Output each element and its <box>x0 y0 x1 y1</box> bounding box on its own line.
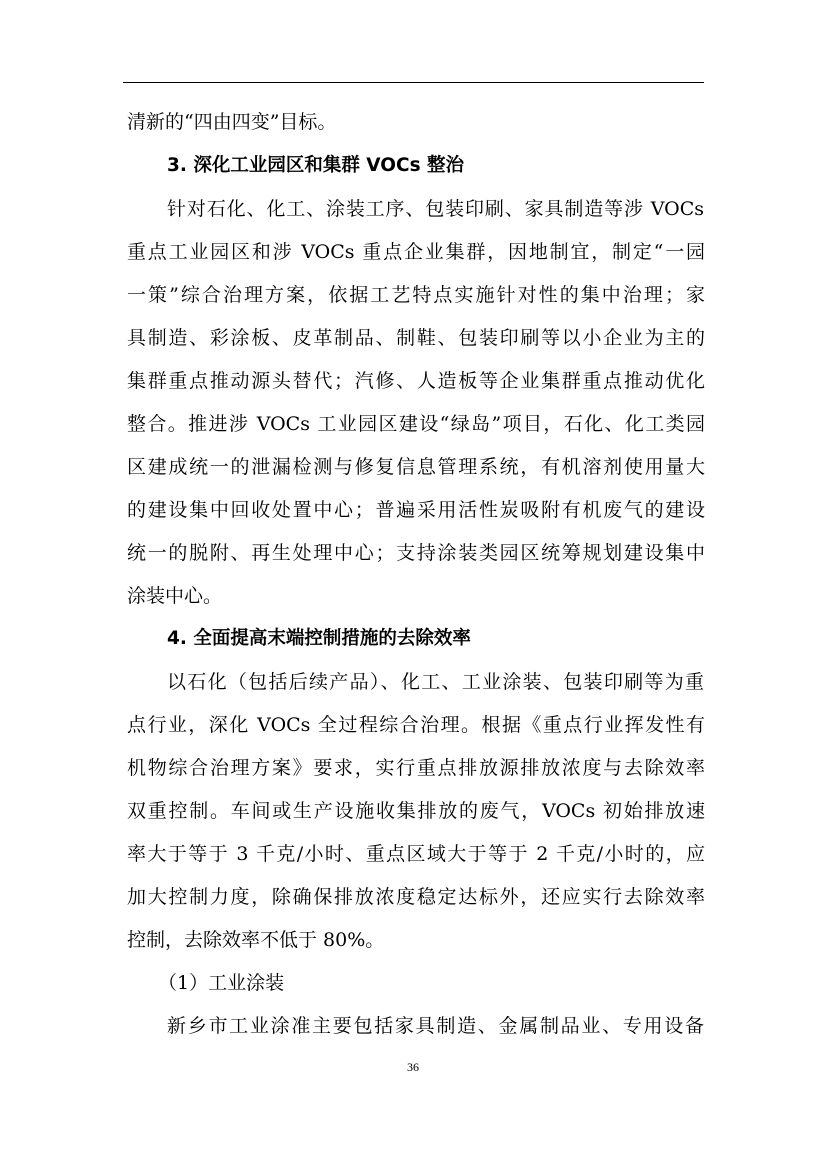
paragraph-line: 新乡市工业涂准主要包括家具制造、金属制品业、专用设备 <box>167 1015 704 1037</box>
paragraph-line: 加大控制力度，除确保排放浓度稳定达标外，还应实行去除效率 <box>127 886 705 908</box>
paragraph-line: 集群重点推动源头替代；汽修、人造板等企业集群重点推动优化 <box>127 370 705 392</box>
paragraph-line: 控制，去除效率不低于 80%。 <box>127 929 385 951</box>
section-heading: 3. 深化工业园区和集群 VOCs 整治 <box>167 155 465 176</box>
paragraph-line: 机物综合治理方案》要求，实行重点排放源排放浓度与去除效率 <box>127 757 705 779</box>
paragraph-line: 整合。推进涉 VOCs 工业园区建设“绿岛”项目，石化、化工类园 <box>127 413 705 435</box>
text-line: 清新的“四由四变”目标。 <box>127 111 337 133</box>
paragraph-line: 具制造、彩涂板、皮革制品、制鞋、包装印刷等以小企业为主的 <box>127 327 705 349</box>
header-rule <box>123 82 704 83</box>
paragraph-line: 重点工业园区和涉 VOCs 重点企业集群，因地制宜，制定“一园 <box>127 241 705 263</box>
paragraph-line: 涂装中心。 <box>127 585 223 607</box>
paragraph-line: 针对石化、化工、涂装工序、包装印刷、家具制造等涉 VOCs <box>167 198 704 220</box>
paragraph-line: 区建成统一的泄漏检测与修复信息管理系统，有机溶剂使用量大 <box>127 456 705 478</box>
page-number: 36 <box>407 1060 419 1074</box>
paragraph-line: 一策”综合治理方案，依据工艺特点实施针对性的集中治理；家 <box>127 284 705 306</box>
paragraph-line: 以石化（包括后续产品）、化工、工业涂装、包装印刷等为重 <box>167 671 704 693</box>
paragraph-line: 统一的脱附、再生处理中心；支持涂装类园区统筹规划建设集中 <box>127 542 705 564</box>
paragraph-line: 的建设集中回收处置中心；普遍采用活性炭吸附有机废气的建设 <box>127 499 705 521</box>
subsection-heading: （1）工业涂装 <box>158 972 285 994</box>
paragraph-line: 双重控制。车间或生产设施收集排放的废气，VOCs 初始排放速 <box>127 800 705 822</box>
section-heading: 4. 全面提高末端控制措施的去除效率 <box>167 628 471 649</box>
paragraph-line: 率大于等于 3 千克/小时、重点区域大于等于 2 千克/小时的，应 <box>127 843 705 865</box>
paragraph-line: 点行业，深化 VOCs 全过程综合治理。根据《重点行业挥发性有 <box>127 714 705 736</box>
